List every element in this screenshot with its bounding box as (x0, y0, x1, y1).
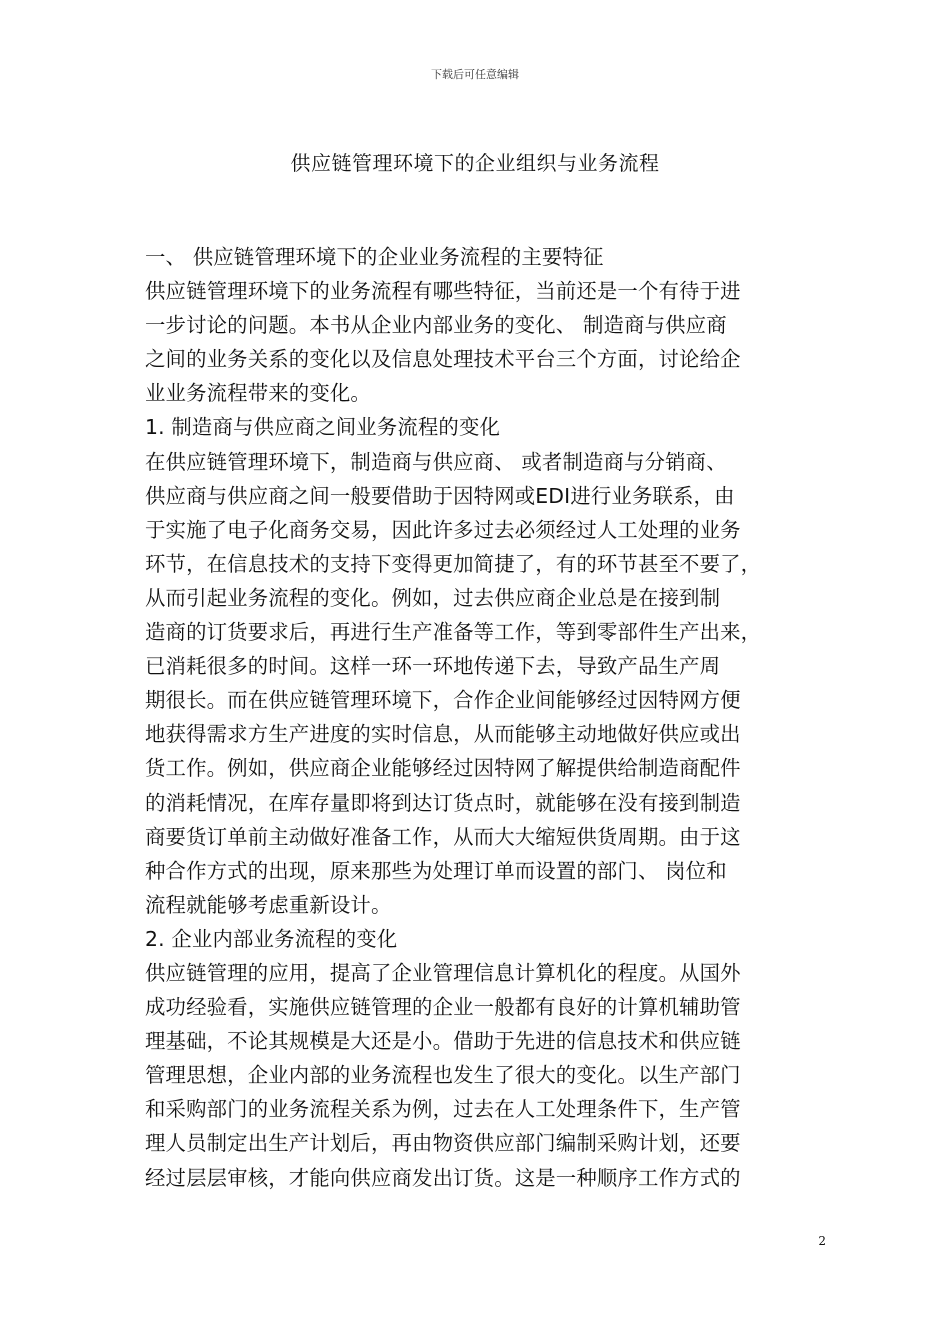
text-line: 业业务流程带来的变化。 (145, 381, 371, 406)
page-number: 2 (818, 1234, 826, 1248)
text-line: 种合作方式的出现，原来那些为处理订单而设置的部门、 岗位和 (145, 858, 727, 883)
text-line: 期很长。而在供应链管理环境下，合作企业间能够经过因特网方便 (145, 688, 741, 713)
text-line: 一步讨论的问题。本书从企业内部业务的变化、 制造商与供应商 (145, 313, 727, 338)
text-line: 理基础，不论其规模是大还是小。借助于先进的信息技术和供应链 (145, 1029, 741, 1054)
subsection-heading-2: 2. 企业内部业务流程的变化 (145, 926, 398, 951)
text-line: 理人员制定出生产计划后，再由物资供应部门编制采购计划，还要 (145, 1131, 741, 1156)
text-line: 货工作。例如，供应商企业能够经过因特网了解提供给制造商配件 (145, 756, 741, 781)
text-line: 供应商与供应商之间一般要借助于因特网或EDI进行业务联系，由 (145, 483, 735, 508)
document-title: 供应链管理环境下的企业组织与业务流程 (290, 151, 660, 175)
text-line: 管理思想，企业内部的业务流程也发生了很大的变化。以生产部门 (145, 1063, 741, 1088)
text-line: 地获得需求方生产进度的实时信息，从而能够主动地做好供应或出 (145, 722, 741, 747)
text-line: 环节，在信息技术的支持下变得更加简捷了，有的环节甚至不要了， (145, 551, 762, 576)
text-line: 在供应链管理环境下，制造商与供应商、 或者制造商与分销商、 (145, 449, 727, 474)
section-heading-1: 一、 供应链管理环境下的企业业务流程的主要特征 (145, 245, 604, 269)
text-line: 成功经验看，实施供应链管理的企业一般都有良好的计算机辅助管 (145, 995, 741, 1020)
text-line: 从而引起业务流程的变化。例如，过去供应商企业总是在接到制 (145, 585, 721, 610)
text-line: 之间的业务关系的变化以及信息处理技术平台三个方面，讨论给企 (145, 347, 741, 372)
text-line: 的消耗情况，在库存量即将到达订货点时，就能够在没有接到制造 (145, 790, 741, 815)
text-line: 供应链管理的应用，提高了企业管理信息计算机化的程度。从国外 (145, 960, 741, 985)
text-line: 和采购部门的业务流程关系为例，过去在人工处理条件下，生产管 (145, 1097, 741, 1122)
header-note: 下载后可任意编辑 (431, 68, 519, 81)
text-line: 造商的订货要求后，再进行生产准备等工作，等到零部件生产出来， (145, 620, 762, 645)
text-line: 供应链管理环境下的业务流程有哪些特征，当前还是一个有待于进 (145, 279, 741, 304)
text-line: 已消耗很多的时间。这样一环一环地传递下去，导致产品生产周 (145, 654, 721, 679)
subsection-heading-1: 1. 制造商与供应商之间业务流程的变化 (145, 415, 501, 440)
body-text (145, 240, 825, 1195)
text-line: 经过层层审核，才能向供应商发出订货。这是一种顺序工作方式的 (145, 1165, 741, 1190)
text-line: 商要货订单前主动做好准备工作，从而大大缩短供货周期。由于这 (145, 824, 741, 849)
text-line: 流程就能够考虑重新设计。 (145, 892, 392, 917)
text-line: 于实施了电子化商务交易，因此许多过去必须经过人工处理的业务 (145, 517, 741, 542)
